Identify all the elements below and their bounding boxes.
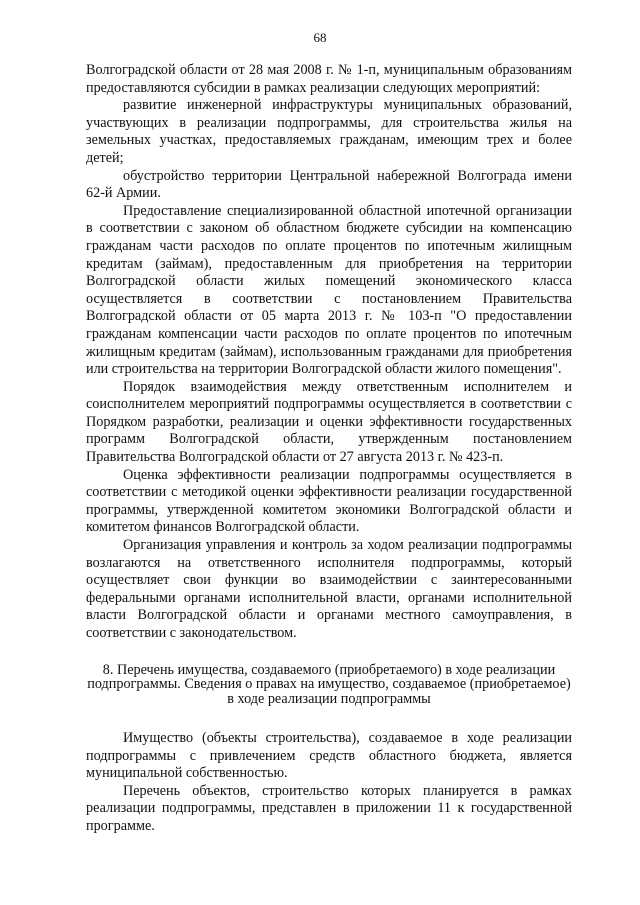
paragraph-property: Имущество (объекты строительства), создаваемое в ходе реализации подпрограммы с привлечением средств областного бюджета, является муниципальной собственностью. xyxy=(86,730,572,782)
paragraph-objects-list: Перечень объектов, строительство которых планируется в рамках реализации подпрограммы, представлен в приложении 11 к государственной программе. xyxy=(86,782,572,835)
paragraph-infrastructure: развитие инженерной инфраструктуры муниципальных образований, участвующих в реализации подпрограммы, для строительства жилья на земельных участках, предоставляемых гражданам, имеющим трех и более детей; xyxy=(86,97,572,166)
section-heading: 8. Перечень имущества, создаваемого (приобретаемого) в ходе реализации подпрограммы. Сведения о правах на имущество, создаваемое (приобретаемое) в ходе реализации подпрограммы xyxy=(87,661,571,707)
paragraph-embankment: обустройство территории Центральной набережной Волгограда имени 62-й Армии. xyxy=(86,167,572,202)
document-body xyxy=(86,62,572,836)
paragraph-management-control: Организация управления и контроль за ходом реализации подпрограммы возлагаются на ответственного исполнителя подпрограммы, который осуществляет свои функции во взаимодействии с заинтересованными федеральными органами исполнительной власти, органами исполнительной власти Волгоградской области и органами местного самоуправления, в соответствии с законодательством. xyxy=(86,537,572,641)
paragraph-interaction-order: Порядок взаимодействия между ответственным исполнителем и соисполнителем мероприятий подпрограммы осуществляется в соответствии с Порядком разработки, реализации и оценки эффективности государственных программ Волгоградской области, утвержденным постановлением Правительства Волгоградской области от 27 августа 2013 г. № 423-п. xyxy=(86,378,572,466)
paragraph-mortgage-subsidy: Предоставление специализированной областной ипотечной организации в соответствии с законом об областном бюджете субсидии на компенсацию гражданам части расходов по оплате процентов по ипотечным жилищным кредитам (займам), предоставленным для приобретения на территории Волгоградской области жилых помещений экономического класса осуществляется в соответствии с постановлением Правительства Волгоградской области от 05 марта 2013 г. № 103-п "О предоставлении гражданам компенсации части расходов по оплате процентов по ипотечным жилищным кредитам (займам), использованным гражданами для приобретения или строительства на территории Волгоградской области жилого помещения". xyxy=(86,202,572,378)
paragraph-efficiency-assessment: Оценка эффективности реализации подпрограммы осуществляется в соответствии с методикой оценки эффективности реализации государственной программы, утвержденной комитетом экономики Волгоградской области и комитетом финансов Волгоградской области. xyxy=(86,466,572,536)
page-number: 68 xyxy=(313,30,327,45)
paragraph-subsidies-intro: Волгоградской области от 28 мая 2008 г. № 1-п, муниципальным образованиям предоставляются субсидии в рамках реализации следующих мероприятий: xyxy=(86,62,572,96)
